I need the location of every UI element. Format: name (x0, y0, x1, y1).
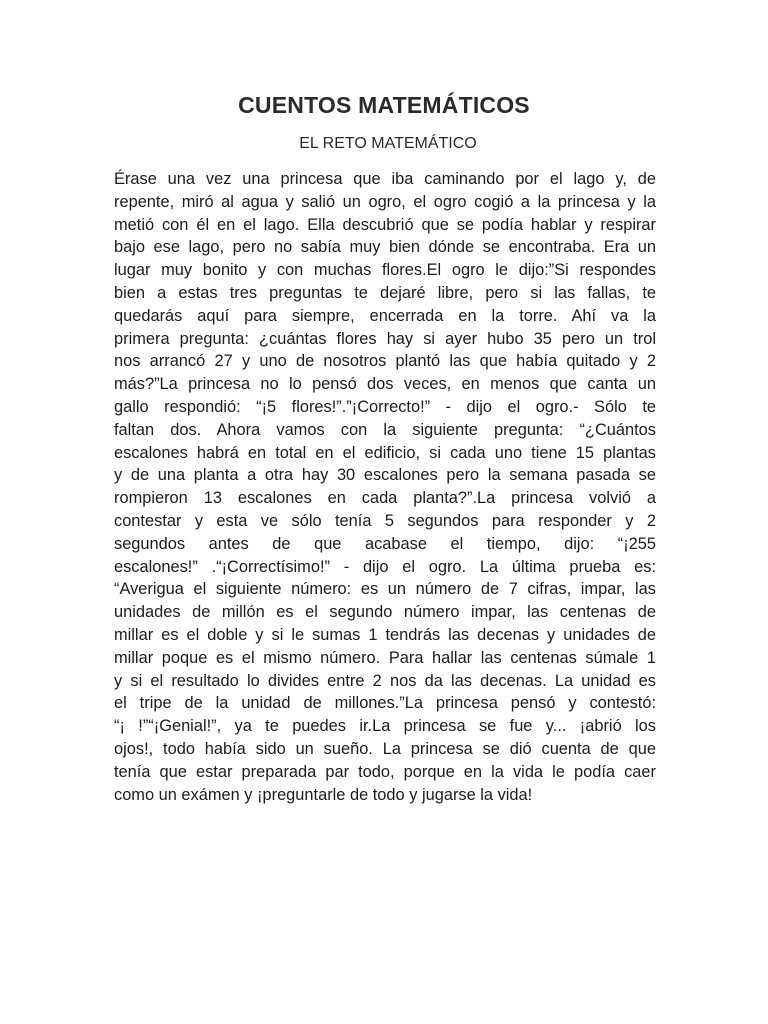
body-text-line: el tripe de la unidad de millones.”La princesa pensó y contestó: (114, 694, 656, 713)
document-subtitle: EL RETO MATEMÁTICO (299, 135, 477, 152)
body-text-line: primera pregunta: ¿cuántas flores hay si ayer hubo 35 pero un trol (114, 329, 656, 348)
body-text-line: Érase una vez una princesa que iba caminando por el lago y, de (114, 170, 656, 188)
body-text-line: millar poque es el mismo número. Para hallar las centenas súmale 1 (114, 648, 656, 667)
story-body (114, 168, 656, 806)
body-text-line: rompieron 13 escalones en cada planta?”.La princesa volvió a (114, 489, 656, 508)
body-text-line: repente, miró al agua y salió un ogro, el ogro cogió a la princesa y la (114, 192, 656, 211)
body-text-line: como un exámen y ¡preguntarle de todo y jugarse la vida! (114, 785, 533, 804)
body-text-line: “¡ !”“¡Genial!”, ya te puedes ir.La princesa se fue y... ¡abrió los (114, 717, 656, 736)
body-text-line: y de una planta a otra hay 30 escalones pero la semana pasada se (114, 466, 656, 485)
body-text-line: unidades de millón es el segundo número impar, las centenas de (114, 603, 656, 622)
body-text-line: millar es el doble y si le sumas 1 tendrás las decenas y unidades de (114, 625, 656, 644)
body-text-line: quedarás aquí para siempre, encerrada en la torre. Ahí va la (114, 306, 656, 325)
body-text-line: bajo ese lago, pero no sabía muy bien dónde se encontraba. Era un (114, 238, 656, 257)
body-text-line: metió con él en el lago. Ella descubrió que se podía hablar y respirar (114, 215, 656, 234)
body-text-line: escalones habrá en total en el edificio, si cada uno tiene 15 plantas (114, 443, 656, 462)
body-text-line: escalones!” .“¡Correctísimo!” - dijo el ogro. La última prueba es: (114, 557, 656, 576)
body-text-line: ojos!, todo había sido un sueño. La princesa se dió cuenta de que (114, 739, 656, 758)
body-text-line: tenía que estar preparada par todo, porque en la vida le podía caer (114, 762, 656, 781)
body-text-line: más?”La princesa no lo pensó dos veces, en menos que canta un (114, 375, 656, 394)
body-text-line: y si el resultado lo divides entre 2 nos da las decenas. La unidad es (114, 671, 656, 690)
body-text-line: contestar y esta ve sólo tenía 5 segundos para responder y 2 (114, 511, 656, 530)
document-title: CUENTOS MATEMÁTICOS (238, 92, 530, 118)
body-text-line: bien a estas tres preguntas te dejaré libre, pero si las fallas, te (114, 283, 656, 302)
body-text-line: segundos antes de que acabase el tiempo, dijo: “¡255 (114, 534, 656, 553)
body-text-line: lugar muy bonito y con muchas flores.El ogro le dijo:”Si respondes (114, 261, 656, 280)
body-text-line: gallo respondió: “¡5 flores!”.”¡Correcto!” - dijo el ogro.- Sólo te (114, 397, 656, 416)
body-text-line: nos arrancó 27 y uno de nosotros plantó las que había quitado y 2 (114, 352, 656, 371)
body-text-line: “Averigua el siguiente número: es un número de 7 cifras, impar, las (114, 580, 656, 599)
body-text-line: faltan dos. Ahora vamos con la siguiente pregunta: “¿Cuántos (114, 420, 656, 439)
